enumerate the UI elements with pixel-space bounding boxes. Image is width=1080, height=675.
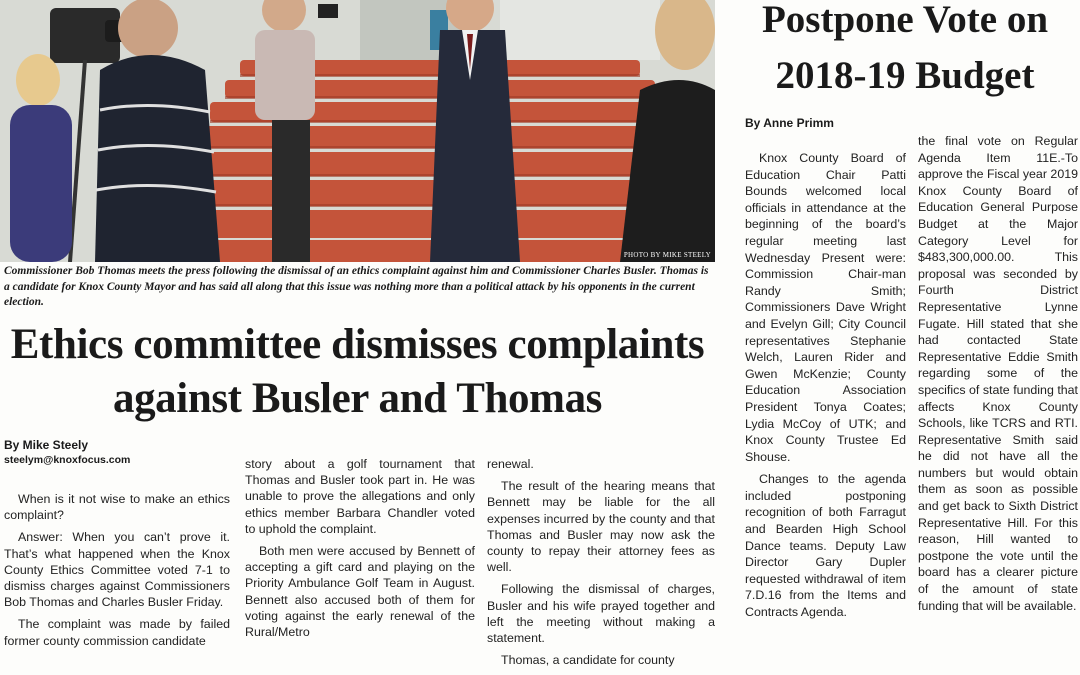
side-article-column-1: [745, 150, 906, 675]
paragraph: Thomas, a candidate for county: [501, 653, 675, 668]
paragraph: renewal.: [487, 457, 534, 471]
main-byline: By Mike Steely: [4, 438, 89, 452]
press-scene-illustration: [0, 0, 715, 262]
paragraph: The complaint was made by failed former county commission candidate: [4, 617, 230, 648]
paragraph: When is it not wise to make an ethics complaint?: [4, 492, 230, 523]
main-headline-line-1: Ethics committee dismisses complaints: [10, 321, 705, 368]
side-headline-line-2: 2018-19 Budget: [775, 54, 1035, 97]
main-headline: [0, 318, 715, 426]
paragraph: Both men were accused by Bennett of accepting a gift card and playing on the Priority Ambulance Golf Team in August. Bennett also accused both of them for voting against the early renewal of the Rural/Metro: [245, 544, 475, 640]
paragraph: Changes to the agenda included postponing recognition of both Farragut and Bearden High School Dance teams. Deputy Law Director Gary Dupler requested withdrawal of item 7.D.16 from the Items and Contracts Agenda.: [745, 472, 906, 620]
main-article-column-3: [487, 456, 715, 675]
main-headline-line-2: against Busler and Thomas: [112, 375, 603, 422]
news-photo: [0, 0, 715, 262]
side-headline-line-1: Postpone Vote on: [761, 0, 1049, 41]
photo-credit: PHOTO BY MIKE STEELY: [623, 251, 711, 259]
paragraph: story about a golf tournament that Thomas and Busler took part in. He was unable to prove the allegations and only ethics member Barbara Chandler voted to uphold the complaint.: [245, 457, 475, 536]
side-headline: [730, 0, 1080, 104]
main-article-column-1: [4, 491, 230, 675]
side-byline: By Anne Primm: [745, 116, 834, 130]
side-article-column-2: [918, 133, 1078, 675]
paragraph: Following the dismissal of charges, Busler and his wife prayed together and left the meeting without making a statement.: [487, 582, 715, 646]
paragraph: Knox County Board of Education Chair Patti Bounds welcomed local officials in attendance at the beginning of the board’s regular meeting last Wednesday Present were: Commission Chair-man Randy Smith; Commissioners Dave Wright and Evelyn Gill; City Council representatives Stephanie Welch, Lauren Rider and Gwen McKenzie; County Education Association President Tonya Coates; Lydia McCoy of UTK; and Knox County Trustee Ed Shouse.: [745, 151, 906, 464]
main-byline-email: steelym@knoxfocus.com: [4, 454, 131, 466]
photo-caption: Commissioner Bob Thomas meets the press following the dismissal of an ethics complaint against him and Commissioner Charles Busler. Thomas is a candidate for Knox County Mayor and has said all along that this issue was nothing more than a political attack by his opponents in the current election.: [4, 265, 709, 308]
main-article-column-2: [245, 456, 475, 675]
paragraph: Answer: When you can’t prove it. That’s what happened when the Knox County Ethics Committee voted 7-1 to dismiss charges against Commissioners Bob Thomas and Charles Busler Friday.: [4, 530, 230, 610]
paragraph: The result of the hearing means that Bennett may be liable for the all expenses incurred by the county and that Thomas and Busler may now ask the county to repay their attorney fees as well.: [487, 479, 715, 575]
paragraph: the final vote on Regular Agenda Item 11E.-To approve the Fiscal year 2019 Knox County Board of Education General Purpose Budget at the Major Category Level for $483,300,000.00. This proposal was seconded by Fourth District Representative Lynne Fugate. Hill stated that she had contacted State Representative Eddie Smith regarding some of the specifics of state funding that affects Knox County Schools, like TCRS and RTI. Representative Smith said he did not have all the numbers but would obtain them as soon as possible and get back to Sixth District Representative Hill. For this reason, Hill wanted to postpone the vote until the board has a clearer picture of the amount of state funding that will be available.: [918, 134, 1078, 613]
